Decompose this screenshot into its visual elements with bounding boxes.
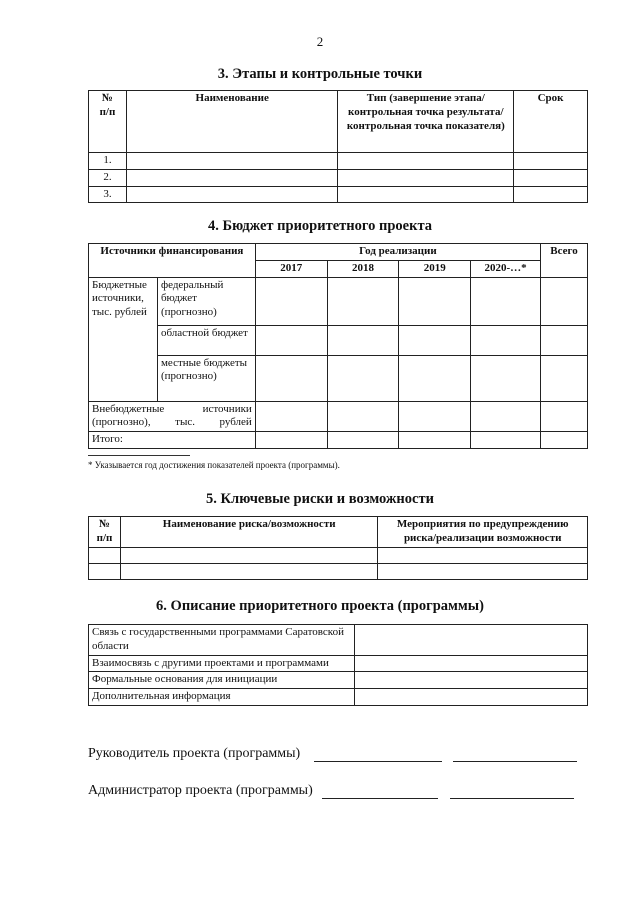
signature-head-line [314,747,442,762]
description-label: Формальные основания для инициации [89,672,355,689]
risks-header-num: № п/п [89,517,121,548]
table-row [89,547,588,563]
risks-table [88,516,588,580]
budget-sources-label: Бюджетные источники, тыс. рублей [89,277,158,401]
table-row [89,563,588,579]
description-label: Взаимосвязь с другими проектами и программами [89,655,355,672]
signature-head-label: Руководитель проекта (программы) [88,746,301,761]
table-row [89,169,588,186]
row-number: 1. [89,153,127,170]
signature-head-name-line [453,747,577,762]
budget-year-2020: 2020-…* [471,260,541,277]
budget-offbudget-label: Внебюджетные источники (прогнозно), тыс. рублей [89,401,256,432]
budget-header-year: Год реализации [255,244,540,261]
table-row [89,186,588,203]
row-number: 3. [89,186,127,203]
description-label: Дополнительная информация [89,689,355,706]
budget-header-sources: Источники финансирования [89,244,256,278]
section-5-title: 5. Ключевые риски и возможности [206,491,434,507]
stages-table [88,90,588,203]
budget-year-2017: 2017 [255,260,327,277]
budget-year-2019: 2019 [399,260,471,277]
budget-header-total: Всего [541,244,588,278]
budget-federal-label: федеральный бюджет (прогнозно) [157,277,255,325]
footnote: * Указывается год достижения показателей проекта (программы). [88,460,340,470]
description-table [88,624,588,706]
footnote-divider [88,455,190,456]
budget-table [88,243,588,449]
section-6-title: 6. Описание приоритетного проекта (программы) [156,598,484,614]
signature-admin-name-line [450,784,574,799]
stages-header-type: Тип (завершение этапа/контрольная точка результата/контрольная точка показателя) [338,91,514,153]
signature-head [88,746,577,762]
signature-admin-line [322,784,438,799]
signature-admin [88,783,574,799]
budget-total-label: Итого: [89,432,256,449]
description-label: Связь с государственными программами Саратовской области [89,625,355,656]
table-row [89,672,588,689]
row-number: 2. [89,169,127,186]
page-number: 2 [316,34,324,49]
table-row [89,689,588,706]
risks-header-measures: Мероприятия по предупреждению риска/реализации возможности [378,517,588,548]
budget-local-label: местные бюджеты (прогнозно) [157,355,255,401]
section-4-title: 4. Бюджет приоритетного проекта [207,218,432,234]
table-row [89,153,588,170]
section-3-title: 3. Этапы и контрольные точки [217,66,423,82]
signature-admin-label: Администратор проекта (программы) [88,783,313,798]
stages-header-num: № п/п [89,91,127,153]
budget-year-2018: 2018 [327,260,399,277]
risks-header-name: Наименование риска/возможности [120,517,377,548]
budget-regional-label: областной бюджет [157,325,255,355]
table-row [89,625,588,656]
stages-header-name: Наименование [126,91,338,153]
table-row [89,655,588,672]
stages-header-deadline: Срок [514,91,588,153]
